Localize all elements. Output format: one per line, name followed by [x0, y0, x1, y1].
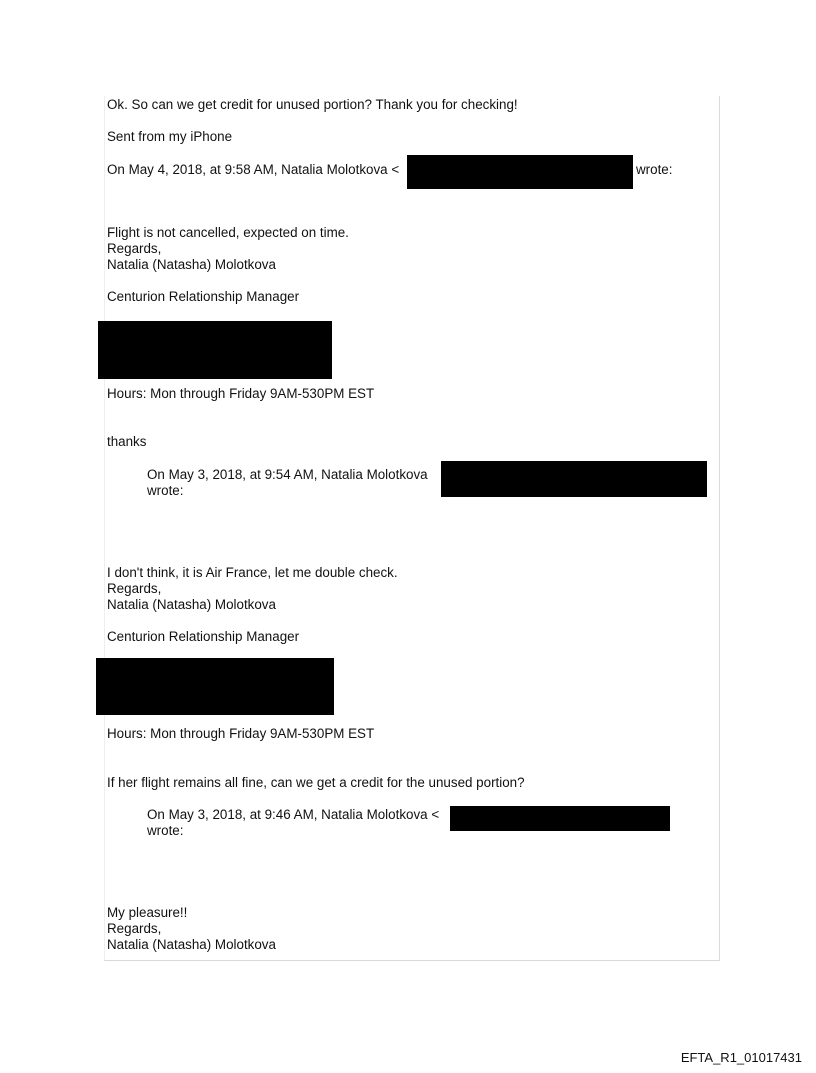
redaction-email-1	[407, 155, 633, 189]
quote-header-1-wrote: wrote:	[636, 162, 673, 177]
sender-name-1: Natalia (Natasha) Molotkova	[107, 257, 276, 272]
iphone-signature: Sent from my iPhone	[107, 129, 233, 144]
hours-1: Hours: Mon through Friday 9AM-530PM EST	[107, 386, 375, 401]
sender-name-2: Natalia (Natasha) Molotkova	[107, 597, 276, 612]
redaction-email-2	[441, 461, 707, 497]
redaction-contact-1	[98, 321, 332, 379]
sender-name-3: Natalia (Natasha) Molotkova	[107, 937, 276, 952]
quote-header-1: On May 4, 2018, at 9:58 AM, Natalia Molotkova <	[107, 162, 400, 177]
reply-text-3: If her flight remains all fine, can we get a credit for the unused portion?	[107, 775, 525, 790]
quote-header-3-wrote: wrote:	[147, 823, 184, 838]
quote-header-2-wrote: wrote:	[147, 483, 184, 498]
regards-2: Regards,	[107, 581, 162, 596]
reply-text-1: Ok. So can we get credit for unused portion? Thank you for checking!	[107, 97, 518, 112]
quoted-message-2: I don't think, it is Air France, let me double check.	[107, 565, 398, 580]
quoted-message-1: Flight is not cancelled, expected on time.	[107, 225, 349, 240]
quote-header-2: On May 3, 2018, at 9:54 AM, Natalia Molotkova	[147, 467, 428, 482]
sender-title-1: Centurion Relationship Manager	[107, 289, 300, 304]
quote-header-3: On May 3, 2018, at 9:46 AM, Natalia Molotkova <	[147, 807, 440, 822]
regards-3: Regards,	[107, 921, 162, 936]
regards-1: Regards,	[107, 241, 162, 256]
reply-text-2: thanks	[107, 434, 147, 449]
redaction-contact-2	[96, 658, 334, 715]
document-id-footer: EFTA_R1_01017431	[680, 1050, 802, 1065]
hours-2: Hours: Mon through Friday 9AM-530PM EST	[107, 726, 375, 741]
sender-title-2: Centurion Relationship Manager	[107, 629, 300, 644]
redaction-email-3	[450, 806, 670, 831]
quoted-message-3: My pleasure!!	[107, 905, 188, 920]
